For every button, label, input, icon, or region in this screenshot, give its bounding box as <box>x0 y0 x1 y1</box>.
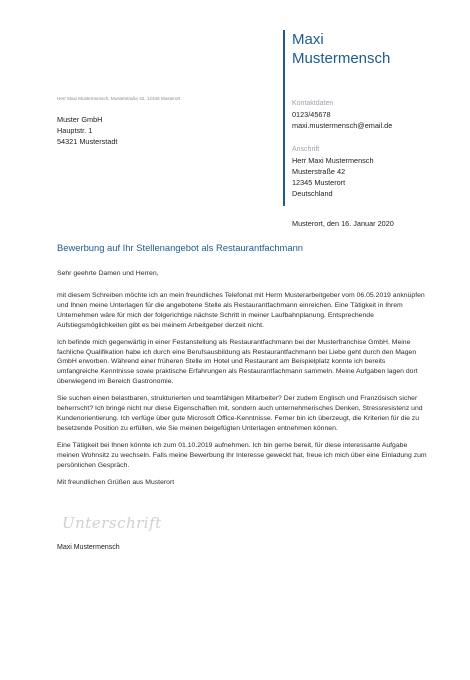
body-paragraph: Ich befinde mich gegenwärtig in einer Festanstellung als Restaurantfachmann bei der Musterfranchise GmbH. Meine fachliche Qualifikation habe ich durch eine Berufsausbildung als Restaurantfachmann bei Liebe geht durch den Magen GmbH erworben. Während einer früheren Stelle im Hotel und Restaurant am Beispielplatz konnte ich bereits umfangreiche Kenntnisse sowie praktische Erfahrungen als Restaurantfachmann sammeln. Meine Aufgaben lagen dort überwiegend im Bereich Gastronomie. <box>57 338 418 386</box>
body-paragraph: Sie suchen einen belastbaren, strukturierten und teamfähigen Mitarbeiter? Der zudem Englisch und Französisch sicher beherrscht? Ich bringe nicht nur diese Eigenschaften mit, sondern auch unternehmerisches Denken, Stressresistenz und Kundenorientierung. Ich verfüge über gute Microsoft Office-Kenntnisse. Ferner bin ich überzeugt, die Kriterien für die zu besetzende Position zu erfüllen, wie Sie meinen beigefügten Unterlagen entnehmen können. <box>57 395 423 432</box>
contact-email: maxi.mustermensch@email.de <box>292 121 393 130</box>
recipient-line: Hauptstr. 1 <box>57 126 93 135</box>
body-paragraph: mit diesem Schreiben möchte ich an mein freundliches Telefonat mit Herrn Musterarbeitgeber vom 06.05.2019 anknüpfen und Ihnen meine Unterlagen für die angebotene Stelle als Restaurantfachmann einreichen. Eine Tätigkeit in Ihrem Unternehmen wäre für mich der folgerichtige nächste Schritt in meiner Laufbahnplanung. Entsprechende Aufstiegsmöglichkeiten gibt es bei meinem Arbeitgeber derzeit nicht. <box>57 292 425 329</box>
recipient-address <box>57 114 117 147</box>
letter-date: Musterort, den 16. Januar 2020 <box>292 219 394 228</box>
recipient-line: Muster GmbH <box>57 115 103 124</box>
address-line: 12345 Musterort <box>292 178 346 187</box>
address-line: Deutschland <box>292 189 333 198</box>
sender-last-name: Mustermensch <box>292 50 391 67</box>
contact-block <box>292 98 392 131</box>
body-paragraph: Eine Tätigkeit bei Ihnen könnte ich zum 01.10.2019 aufnehmen. Ich bin gerne bereit, für diese interessante Aufgabe meinen Wohnsitz zu wechseln. Falls meine Bewerbung Ihr Interesse geweckt hat, freue ich mich über eine Einladung zum persönlichen Gespräch. <box>57 441 427 469</box>
signer-name: Maxi Mustermensch <box>57 544 120 551</box>
signature-placeholder: Unterschrift <box>62 514 162 532</box>
address-line: Herr Maxi Mustermensch <box>292 156 374 165</box>
salutation: Sehr geehrte Damen und Herren, <box>57 270 159 277</box>
address-block <box>292 144 374 199</box>
letter-body <box>57 291 427 494</box>
contact-phone: 0123/45678 <box>292 110 331 119</box>
contact-heading: Kontaktdaten <box>292 100 334 107</box>
sender-name <box>292 30 390 68</box>
letter-subject: Bewerbung auf Ihr Stellenangebot als Restaurantfachmann <box>57 242 303 253</box>
closing-line: Mit freundlichen Grüßen aus Musterort <box>57 478 175 486</box>
address-line: Musterstraße 42 <box>292 167 346 176</box>
sender-first-name: Maxi <box>292 31 324 48</box>
address-heading: Anschrift <box>292 146 320 153</box>
header-accent-line <box>283 30 285 206</box>
recipient-line: 54321 Musterstadt <box>57 137 118 146</box>
sender-return-address: Herr Maxi Mustermensch, Musterstraße 42, 12345 Musterort <box>57 96 181 101</box>
